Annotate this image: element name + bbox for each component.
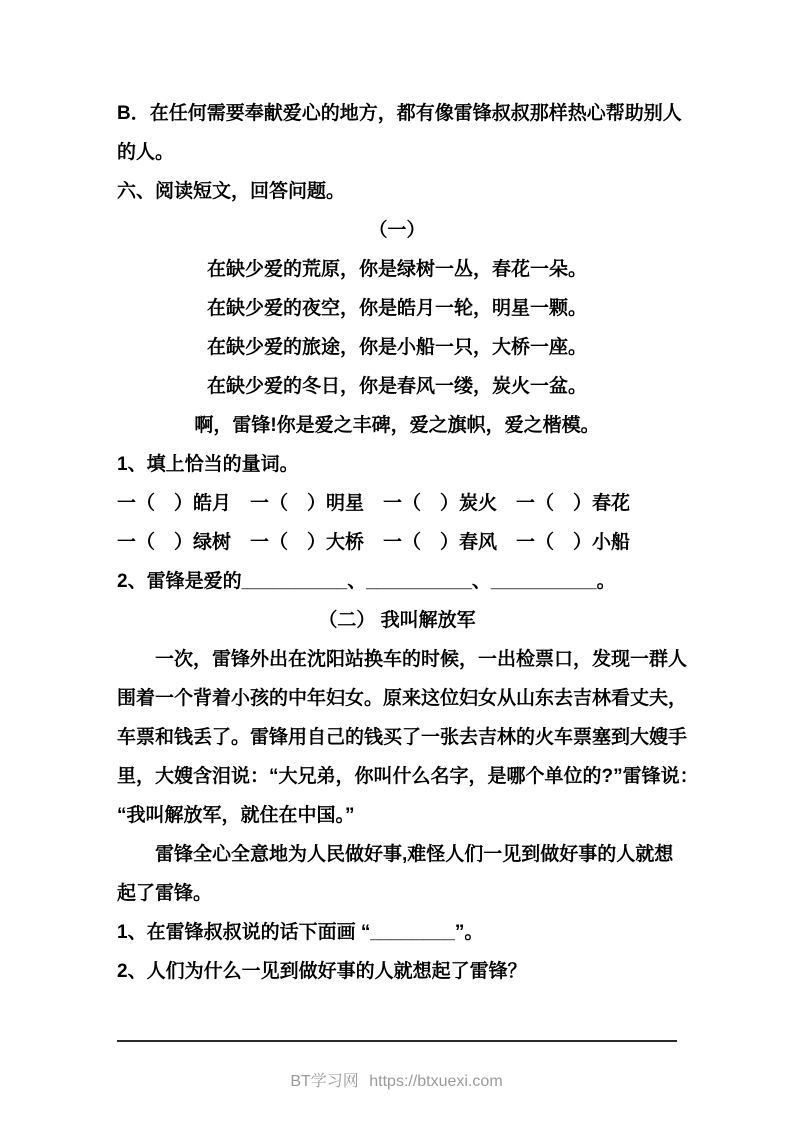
question-underline-prompt: 1、在雷锋叔叔说的话下面画 “________”。: [117, 922, 484, 943]
document-body: [117, 94, 699, 991]
paragraph-1-line-2: 围着一个背着小孩的中年妇女。原来这位妇女从山东去吉林看丈夫，: [117, 688, 688, 709]
passage-two-title: （二） 我叫解放军: [318, 610, 476, 631]
option-b-line-1: B．在任何需要奉献爱心的地方，都有像雷锋叔叔那样热心帮助别人: [117, 103, 682, 124]
question-1-prompt: 1、填上恰当的量词。: [117, 454, 299, 475]
option-b-line-2: 的人。: [117, 142, 175, 163]
quantifier-row-2: 一（ ）绿树 一（ ）大桥 一（ ）春风 一（ ）小船: [117, 532, 631, 553]
paragraph-1-line-5: “我叫解放军，就住在中国。”: [117, 805, 355, 826]
paragraph-2-line-1: 雷锋全心全意地为人民做好事,难怪人们一见到做好事的人就想: [155, 844, 674, 865]
poem-line-3: 在缺少爱的旅途，你是小船一只，大桥一座。: [206, 337, 587, 358]
footer-url: https://btxuexi.com: [369, 1073, 503, 1090]
footer-divider: [117, 1040, 677, 1042]
paragraph-1-line-3: 车票和钱丢了。雷锋用自己的钱买了一张去吉林的火车票塞到大嫂手: [117, 727, 688, 748]
poem-line-2: 在缺少爱的夜空，你是皓月一轮，明星一颗。: [206, 298, 587, 319]
poem-line-4: 在缺少爱的冬日，你是春风一缕，炭火一盆。: [206, 376, 587, 397]
quantifier-row-1: 一（ ）皓月 一（ ）明星 一（ ）炭火 一（ ）春花: [117, 493, 631, 514]
poem-line-5: 啊，雷锋!你是爱之丰碑，爱之旗帜，爱之楷模。: [194, 415, 600, 436]
footer-site-name: BT学习网: [290, 1073, 359, 1090]
passage-one-title: （一）: [368, 220, 426, 241]
paragraph-2-line-2: 起了雷锋。: [117, 883, 213, 904]
paragraph-1-line-4: 里，大嫂含泪说：“大兄弟，你叫什么名字，是哪个单位的?”雷锋说：: [117, 766, 699, 787]
question-why-prompt: 2、人们为什么一见到做好事的人就想起了雷锋？: [117, 961, 527, 982]
footer-credit: [0, 1070, 793, 1094]
paragraph-1-line-1: 一次，雷锋外出在沈阳站换车的时候，一出检票口，发现一群人: [155, 649, 688, 670]
poem-line-1: 在缺少爱的荒原，你是绿树一丛，春花一朵。: [206, 259, 587, 280]
section-six-heading: 六、阅读短文，回答问题。: [117, 181, 346, 202]
question-2-fill-blanks: 2、雷锋是爱的__________、__________、__________。: [117, 571, 616, 592]
